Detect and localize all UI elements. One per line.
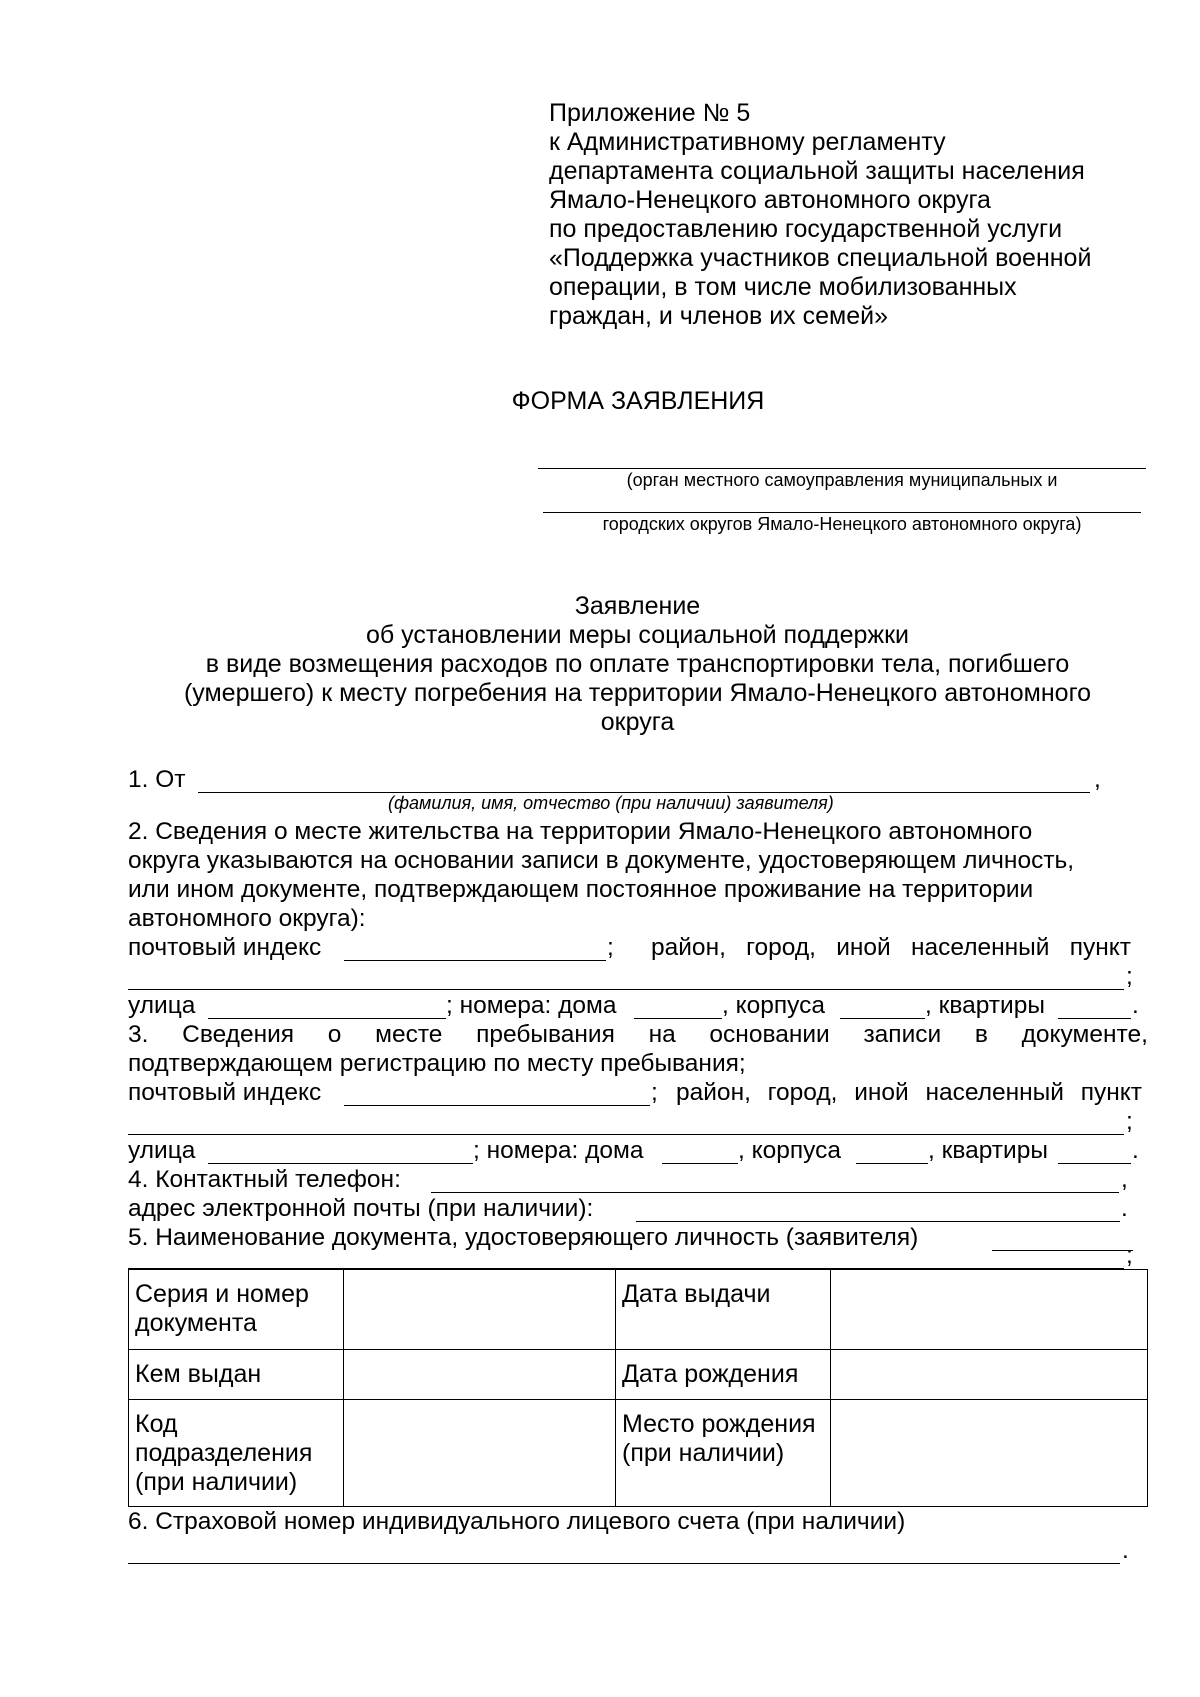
table-label-cell	[129, 1350, 344, 1400]
title-line: Заявление	[574, 592, 701, 620]
id-document-field-1[interactable]	[992, 1250, 1133, 1251]
item2-line: автономного округа):	[128, 905, 366, 932]
phone-field[interactable]	[431, 1192, 1119, 1193]
residence-postal-end: ;	[607, 934, 614, 961]
word: месте	[375, 1021, 443, 1048]
stay-apartment-label: , квартиры	[928, 1137, 1048, 1164]
form-heading: ФОРМА ЗАЯВЛЕНИЯ	[511, 387, 765, 415]
residence-apartment-label: , квартиры	[925, 992, 1045, 1019]
stay-house-label: ; номера: дома	[473, 1137, 644, 1164]
item3-line2: подтверждающем регистрацию по месту пребывания;	[128, 1050, 746, 1077]
title-line: об установлении меры социальной поддержки	[365, 621, 910, 649]
division-code-label: Код подразделения (при наличии)	[135, 1410, 313, 1496]
addressee-caption-2: городских округов Ямало-Ненецкого автономного округа)	[602, 514, 1082, 534]
addressee-caption-1: (орган местного самоуправления муниципальных и	[626, 470, 1058, 490]
appendix-block	[549, 99, 1091, 331]
stay-street-field[interactable]	[208, 1163, 473, 1164]
appendix-line: департамента социальной защиты населения	[549, 157, 1085, 185]
word: город,	[767, 1079, 838, 1106]
stay-building-label: , корпуса	[738, 1137, 841, 1164]
addressee-line-2[interactable]	[543, 512, 1141, 513]
word: записи	[863, 1021, 942, 1048]
series-number-input[interactable]	[344, 1270, 616, 1350]
word: на	[648, 1021, 676, 1048]
table-label-cell	[616, 1350, 831, 1400]
title-line: округа	[600, 708, 675, 736]
word: район,	[676, 1079, 751, 1106]
word: о	[327, 1021, 342, 1048]
email-label: адрес электронной почты (при наличии):	[128, 1195, 594, 1222]
series-number-label: Серия и номер документа	[135, 1280, 309, 1337]
title-line: (умершего) к месту погребения на территории Ямало-Ненецкого автономного	[183, 679, 1092, 707]
id-document-label: 5. Наименование документа, удостоверяющего личность (заявителя)	[128, 1224, 919, 1251]
issue-date-input[interactable]	[831, 1270, 1148, 1350]
residence-postal-label: почтовый индекс	[128, 934, 322, 961]
issued-by-input[interactable]	[344, 1350, 616, 1400]
residence-house-field[interactable]	[634, 1018, 722, 1019]
word: Сведения	[182, 1021, 295, 1048]
residence-building-field[interactable]	[840, 1018, 925, 1019]
word: населенный	[925, 1079, 1064, 1106]
item2-line: или ином документе, подтверждающем постоянное проживание на территории	[128, 876, 1034, 903]
birth-place-label: Место рождения (при наличии)	[622, 1410, 816, 1467]
table-label-cell	[616, 1400, 831, 1507]
appendix-line: к Административному регламенту	[549, 128, 946, 156]
residence-street-field[interactable]	[208, 1018, 446, 1019]
application-title	[128, 592, 1147, 737]
birth-place-input[interactable]	[831, 1400, 1148, 1507]
snils-field[interactable]	[128, 1563, 1120, 1564]
word: иной	[836, 934, 891, 961]
snils-end: .	[1122, 1537, 1129, 1564]
residence-street-label: улица	[128, 992, 196, 1019]
residence-locality-end: ;	[1126, 963, 1133, 990]
word: населенный	[910, 934, 1050, 961]
stay-postal-field[interactable]	[344, 1105, 650, 1106]
word: пункт	[1080, 1079, 1142, 1106]
residence-apartment-field[interactable]	[1058, 1018, 1131, 1019]
appendix-line: операции, в том числе мобилизованных	[549, 273, 1017, 301]
email-end: .	[1121, 1195, 1128, 1222]
issued-by-label: Кем выдан	[135, 1360, 262, 1388]
title-line: в виде возмещения расходов по оплате транспортировки тела, погибшего	[205, 650, 1070, 678]
word: документе,	[1021, 1021, 1148, 1048]
stay-house-field[interactable]	[662, 1163, 738, 1164]
item1-label: 1. От	[128, 766, 186, 793]
word: основании	[709, 1021, 830, 1048]
word: 3.	[128, 1021, 149, 1048]
id-document-table	[128, 1269, 1148, 1507]
snils-label: 6. Страховой номер индивидуального лицевого счета (при наличии)	[128, 1508, 906, 1535]
issue-date-label: Дата выдачи	[622, 1280, 771, 1308]
table-row	[129, 1350, 1148, 1400]
item1-end: ,	[1094, 766, 1101, 793]
table-label-cell	[129, 1270, 344, 1350]
residence-locality-label	[651, 934, 1131, 962]
table-row	[129, 1270, 1148, 1350]
stay-locality-end: ;	[1126, 1108, 1133, 1135]
appendix-line: по предоставлению государственной услуги	[549, 215, 1063, 243]
residence-address-end: .	[1132, 992, 1139, 1019]
item2-line: округа указываются на основании записи в документе, удостоверяющем личность,	[128, 847, 1075, 874]
birth-date-input[interactable]	[831, 1350, 1148, 1400]
word: иной	[854, 1079, 909, 1106]
residence-house-label: ; номера: дома	[446, 992, 617, 1019]
phone-label: 4. Контактный телефон:	[128, 1166, 401, 1193]
stay-locality-label	[676, 1079, 1142, 1107]
residence-locality-field[interactable]	[128, 989, 1124, 990]
stay-building-field[interactable]	[856, 1163, 928, 1164]
word: район,	[651, 934, 726, 961]
table-label-cell	[616, 1270, 831, 1350]
addressee-line-1[interactable]	[538, 468, 1146, 469]
stay-postal-end: ;	[651, 1079, 658, 1106]
appendix-line: Приложение № 5	[549, 99, 751, 127]
appendix-line: граждан, и членов их семей»	[549, 302, 888, 330]
id-document-end: ;	[1126, 1242, 1133, 1269]
division-code-input[interactable]	[344, 1400, 616, 1507]
stay-postal-label: почтовый индекс	[128, 1079, 322, 1106]
residence-postal-field[interactable]	[344, 960, 606, 961]
word: в	[974, 1021, 988, 1048]
appendix-line: «Поддержка участников специальной военной	[549, 244, 1092, 272]
word: город,	[746, 934, 816, 961]
table-row	[129, 1400, 1148, 1507]
email-field[interactable]	[636, 1221, 1120, 1222]
applicant-name-caption: (фамилия, имя, отчество (при наличии) заявителя)	[388, 793, 834, 813]
word: пребывания	[476, 1021, 615, 1048]
stay-locality-field[interactable]	[128, 1134, 1124, 1135]
table-label-cell	[129, 1400, 344, 1507]
appendix-line: Ямало-Ненецкого автономного округа	[549, 186, 991, 214]
stay-address-end: .	[1132, 1137, 1139, 1164]
residence-building-label: , корпуса	[722, 992, 825, 1019]
birth-date-label: Дата рождения	[622, 1360, 799, 1388]
stay-apartment-field[interactable]	[1058, 1163, 1131, 1164]
stay-street-label: улица	[128, 1137, 196, 1164]
phone-end: ,	[1121, 1166, 1128, 1193]
word: пункт	[1069, 934, 1131, 961]
item3-first-line	[128, 1021, 1148, 1049]
item2-line: 2. Сведения о месте жительства на территории Ямало-Ненецкого автономного	[128, 818, 1033, 845]
